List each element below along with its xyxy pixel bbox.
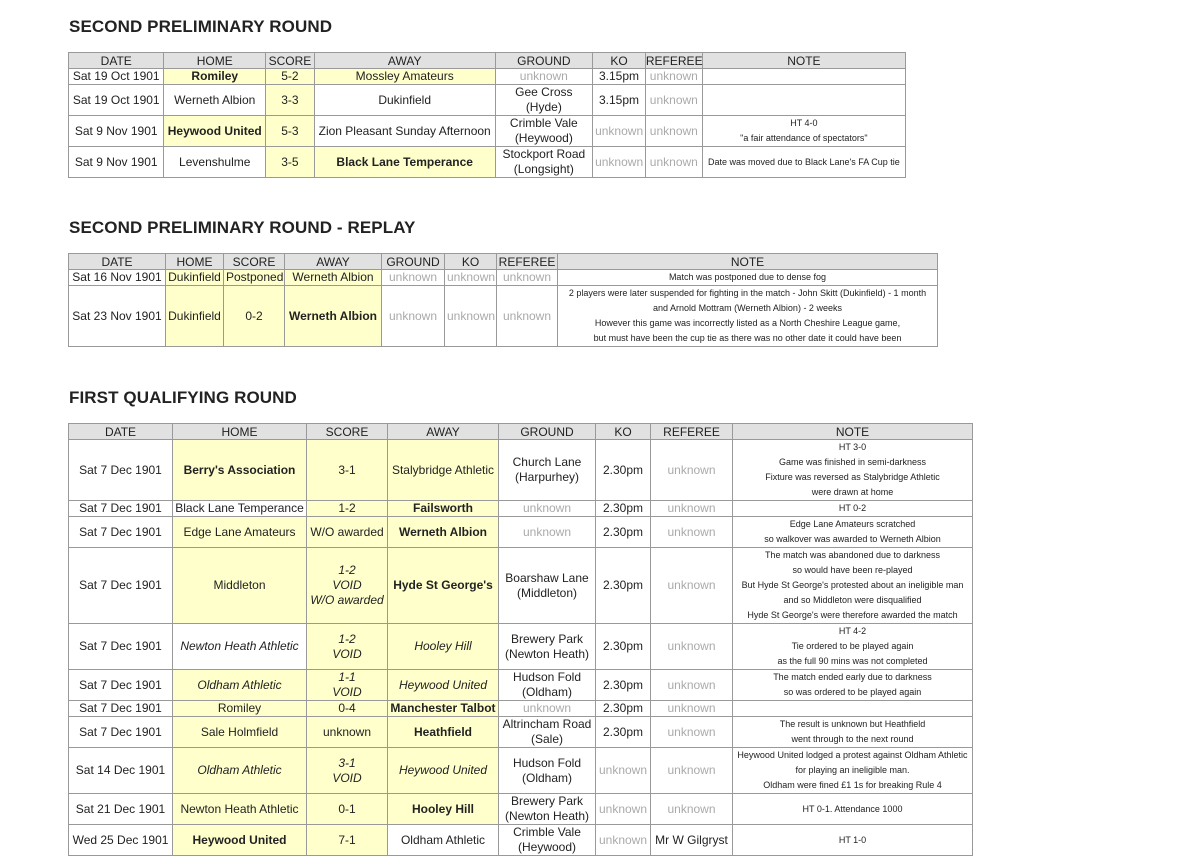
date-cell: Sat 14 Dec 1901: [69, 748, 173, 794]
ground-cell-line: (Oldham): [521, 685, 572, 699]
ground-cell-line: Stockport Road: [502, 147, 586, 161]
ground-cell: [499, 670, 596, 701]
away-team-cell: Heywood United: [388, 748, 499, 794]
referee-cell: unknown: [645, 147, 702, 178]
score-cell-line: VOID: [332, 770, 362, 785]
kickoff-cell: 2.30pm: [596, 624, 651, 670]
column-header-note: NOTE: [702, 53, 905, 69]
column-header-away: AWAY: [314, 53, 495, 69]
score-cell-line: 1-1: [338, 670, 356, 684]
referee-cell: Mr W Gilgryst: [651, 825, 733, 856]
column-header-away: AWAY: [285, 254, 382, 270]
note-cell-line: Fixture was reversed as Stalybridge Athletic: [765, 472, 940, 482]
note-cell: [733, 501, 973, 517]
column-header-date: DATE: [69, 53, 164, 69]
score-cell: Postponed: [224, 270, 285, 286]
ground-cell: [499, 501, 596, 517]
score-cell: [307, 624, 388, 670]
ground-cell-line: (Middleton): [516, 585, 578, 600]
kickoff-cell: unknown: [596, 794, 651, 825]
column-header-referee: REFEREE: [651, 424, 733, 440]
note-cell: [702, 85, 905, 116]
ground-cell-line: Altrincham Road: [502, 717, 592, 731]
date-cell: Sat 19 Oct 1901: [69, 85, 164, 116]
ground-cell-line: unknown: [519, 69, 568, 83]
ground-cell-line: (Oldham): [521, 770, 572, 785]
column-header-ground: GROUND: [382, 254, 445, 270]
referee-cell: unknown: [651, 440, 733, 501]
ground-cell: [499, 825, 596, 856]
date-cell: Sat 23 Nov 1901: [69, 286, 166, 347]
referee-cell: unknown: [651, 670, 733, 701]
note-cell: [733, 717, 973, 748]
note-cell-line: The match ended early due to darkness: [773, 672, 932, 682]
ground-cell-line: (Heywood): [514, 131, 573, 145]
away-team-cell: Zion Pleasant Sunday Afternoon: [314, 116, 495, 147]
section-title-second-preliminary-round-replay: SECOND PRELIMINARY ROUND - REPLAY: [69, 218, 416, 237]
column-header-note: NOTE: [733, 424, 973, 440]
note-cell-line: HT 3-0: [838, 442, 867, 452]
column-header-ground: GROUND: [499, 424, 596, 440]
date-cell: Sat 21 Dec 1901: [69, 794, 173, 825]
note-cell-line: as the full 90 mins was not completed: [777, 656, 928, 666]
note-cell-line: HT 0-2: [838, 503, 867, 513]
away-team-cell: Heathfield: [388, 717, 499, 748]
ground-cell: [495, 147, 593, 178]
home-team-cell: Romiley: [164, 69, 266, 85]
note-cell-line: 2 players were later suspended for fighting in the match - John Skitt (Dukinfield) - 1 month: [568, 288, 927, 298]
ground-cell: [499, 624, 596, 670]
score-cell-line: VOID: [332, 685, 362, 699]
date-cell: Sat 7 Dec 1901: [69, 624, 173, 670]
ground-cell-line: unknown: [522, 701, 572, 715]
score-cell-line: 3-1: [338, 755, 356, 770]
ground-cell-line: (Longsight): [513, 162, 574, 176]
score-cell: [307, 794, 388, 825]
referee-cell: unknown: [651, 501, 733, 517]
ground-cell-line: Crimble Vale: [509, 116, 578, 130]
kickoff-cell: unknown: [445, 270, 497, 286]
ground-cell-line: Boarshaw Lane: [505, 570, 589, 585]
referee-cell: unknown: [645, 85, 702, 116]
referee-cell: unknown: [645, 116, 702, 147]
away-team-cell: Dukinfield: [314, 85, 495, 116]
table-row: [69, 501, 973, 517]
date-cell: Sat 7 Dec 1901: [69, 701, 173, 717]
note-cell: [733, 794, 973, 825]
date-cell: Sat 7 Dec 1901: [69, 440, 173, 501]
ground-cell: [499, 717, 596, 748]
home-team-cell: Heywood United: [164, 116, 266, 147]
date-cell: Sat 7 Dec 1901: [69, 501, 173, 517]
referee-cell: unknown: [645, 69, 702, 85]
home-team-cell: Edge Lane Amateurs: [173, 517, 307, 548]
column-header-date: DATE: [69, 424, 173, 440]
score-cell: 0-2: [224, 286, 285, 347]
date-cell: Wed 25 Dec 1901: [69, 825, 173, 856]
note-cell-line: HT 4-2: [838, 626, 867, 636]
note-cell-line: "a fair attendance of spectators": [740, 133, 868, 143]
note-cell: [733, 748, 973, 794]
score-cell-line: 1-2: [338, 631, 356, 646]
ground-cell-line: (Newton Heath): [504, 809, 590, 823]
score-cell: 5-2: [266, 69, 315, 85]
ground-cell: unknown: [382, 286, 445, 347]
referee-cell: unknown: [651, 517, 733, 548]
date-cell: Sat 7 Dec 1901: [69, 548, 173, 624]
referee-cell: unknown: [651, 748, 733, 794]
ground-cell-line: Hudson Fold: [512, 670, 582, 684]
ground-cell: [495, 116, 593, 147]
home-team-cell: Dukinfield: [166, 270, 224, 286]
score-cell: [307, 501, 388, 517]
date-cell: Sat 7 Dec 1901: [69, 717, 173, 748]
column-header-score: SCORE: [224, 254, 285, 270]
note-cell: [733, 825, 973, 856]
table-row: [69, 548, 973, 624]
score-cell-line: 0-1: [338, 801, 356, 816]
away-team-cell: Black Lane Temperance: [314, 147, 495, 178]
ground-cell-line: (Heywood): [517, 840, 577, 854]
referee-cell: unknown: [651, 548, 733, 624]
date-cell: Sat 19 Oct 1901: [69, 69, 164, 85]
score-cell: [307, 717, 388, 748]
score-cell-line: W/O awarded: [310, 593, 384, 607]
note-cell-line: went through to the next round: [791, 734, 914, 744]
column-header-referee: REFEREE: [497, 254, 558, 270]
home-team-cell: Werneth Albion: [164, 85, 266, 116]
ground-cell: [499, 517, 596, 548]
away-team-cell: Hooley Hill: [388, 624, 499, 670]
note-cell: [702, 69, 905, 85]
away-team-cell: Hyde St George's: [388, 548, 499, 624]
ground-cell-line: (Hyde): [525, 100, 562, 114]
home-team-cell: Heywood United: [173, 825, 307, 856]
kickoff-cell: 2.30pm: [596, 717, 651, 748]
date-cell: Sat 9 Nov 1901: [69, 116, 164, 147]
table-row: [69, 717, 973, 748]
note-cell-line: Match was postponed due to dense fog: [668, 272, 827, 282]
table-row: [69, 69, 906, 85]
away-team-cell: Hooley Hill: [388, 794, 499, 825]
note-cell-line: so walkover was awarded to Werneth Albion: [764, 534, 941, 544]
table-row: [69, 825, 973, 856]
ground-cell: [495, 85, 593, 116]
score-cell: [307, 825, 388, 856]
column-header-score: SCORE: [266, 53, 315, 69]
first-qualifying-round-table: [68, 423, 973, 856]
score-cell-line: 1-2: [338, 563, 356, 577]
note-cell-line: Edge Lane Amateurs scratched: [789, 519, 916, 529]
note-cell-line: The match was abandoned due to darkness: [764, 550, 941, 560]
score-cell-line: 0-4: [338, 701, 356, 715]
ground-cell: [499, 701, 596, 717]
date-cell: Sat 7 Dec 1901: [69, 670, 173, 701]
score-cell-line: VOID: [332, 646, 362, 661]
referee-cell: unknown: [651, 717, 733, 748]
date-cell: Sat 9 Nov 1901: [69, 147, 164, 178]
table-row: [69, 517, 973, 548]
away-team-cell: Werneth Albion: [285, 286, 382, 347]
second-preliminary-round-replay-table: [68, 253, 938, 347]
kickoff-cell: 2.30pm: [596, 701, 651, 717]
ground-cell-line: Gee Cross: [515, 85, 573, 99]
kickoff-cell: 3.15pm: [593, 85, 646, 116]
score-cell: [307, 548, 388, 624]
note-cell: [733, 701, 973, 717]
note-cell-line: Date was moved due to Black Lane's FA Cup tie: [707, 156, 900, 167]
section-title-first-qualifying-round: FIRST QUALIFYING ROUND: [69, 388, 297, 407]
home-team-cell: Romiley: [173, 701, 307, 717]
score-cell: [307, 670, 388, 701]
note-cell-line: HT 1-0: [838, 834, 867, 845]
score-cell-line: VOID: [332, 578, 362, 592]
kickoff-cell: 2.30pm: [596, 670, 651, 701]
referee-cell: unknown: [497, 270, 558, 286]
score-cell-line: unknown: [322, 724, 372, 739]
home-team-cell: Sale Holmfield: [173, 717, 307, 748]
away-team-cell: Mossley Amateurs: [314, 69, 495, 85]
kickoff-cell: 2.30pm: [596, 517, 651, 548]
table-row: [69, 147, 906, 178]
note-cell-line: so was ordered to be played again: [783, 687, 922, 697]
kickoff-cell: 2.30pm: [596, 440, 651, 501]
note-cell-line: HT 4-0: [790, 118, 818, 128]
ground-cell-line: (Sale): [530, 732, 563, 746]
referee-cell: unknown: [651, 794, 733, 825]
home-team-cell: Oldham Athletic: [173, 670, 307, 701]
kickoff-cell: unknown: [445, 286, 497, 347]
score-cell-line: 7-1: [338, 832, 356, 847]
kickoff-cell: unknown: [593, 147, 646, 178]
note-cell-line: But Hyde St George's protested about an ineligible man: [741, 580, 964, 590]
ground-cell: [499, 440, 596, 501]
note-cell-line: HT 0-1. Attendance 1000: [802, 803, 903, 814]
table-header-row: [69, 424, 973, 440]
note-cell: [733, 548, 973, 624]
table-row: [69, 440, 973, 501]
score-cell: [307, 701, 388, 717]
score-cell-line: W/O awarded: [310, 524, 384, 539]
note-cell: [702, 147, 905, 178]
note-cell: [733, 670, 973, 701]
column-header-home: HOME: [166, 254, 224, 270]
ground-cell-line: Church Lane: [512, 455, 582, 469]
column-header-away: AWAY: [388, 424, 499, 440]
kickoff-cell: unknown: [596, 825, 651, 856]
note-cell-line: Hyde St George's were therefore awarded the match: [747, 610, 958, 620]
away-team-cell: Heywood United: [388, 670, 499, 701]
away-team-cell: Oldham Athletic: [388, 825, 499, 856]
ground-cell-line: (Newton Heath): [504, 646, 590, 661]
home-team-cell: Oldham Athletic: [173, 748, 307, 794]
note-cell-line: However this game was incorrectly listed as a North Cheshire League game,: [594, 318, 901, 328]
column-header-home: HOME: [173, 424, 307, 440]
score-cell: 5-3: [266, 116, 315, 147]
note-cell-line: and so Middleton were disqualified: [783, 595, 922, 605]
ground-cell-line: Crimble Vale: [513, 825, 581, 839]
table-row: [69, 670, 973, 701]
table-header-row: [69, 53, 906, 69]
table-row: [69, 624, 973, 670]
home-team-cell: Black Lane Temperance: [173, 501, 307, 517]
note-cell-line: and Arnold Mottram (Werneth Albion) - 2 weeks: [653, 303, 842, 313]
note-cell: [733, 440, 973, 501]
table-row: [69, 270, 938, 286]
kickoff-cell: 3.15pm: [593, 69, 646, 85]
referee-cell: unknown: [651, 624, 733, 670]
home-team-cell: Dukinfield: [166, 286, 224, 347]
away-team-cell: Werneth Albion: [388, 517, 499, 548]
ground-cell: unknown: [382, 270, 445, 286]
ground-cell-line: Brewery Park: [510, 631, 584, 646]
column-header-note: NOTE: [558, 254, 938, 270]
home-team-cell: Middleton: [173, 548, 307, 624]
note-cell-line: but must have been the cup tie as there was no other date it could have been: [593, 333, 902, 343]
away-team-cell: Werneth Albion: [285, 270, 382, 286]
date-cell: Sat 7 Dec 1901: [69, 517, 173, 548]
note-cell-line: for playing an ineligible man.: [795, 765, 910, 775]
kickoff-cell: unknown: [593, 116, 646, 147]
column-header-home: HOME: [164, 53, 266, 69]
note-cell-line: so would have been re-played: [792, 565, 913, 575]
ground-cell-line: unknown: [522, 501, 572, 515]
table-row: [69, 748, 973, 794]
score-cell-line: 1-2: [338, 501, 356, 515]
note-cell-line: Tie ordered to be played again: [791, 641, 914, 651]
score-cell: [307, 440, 388, 501]
home-team-cell: Newton Heath Athletic: [173, 794, 307, 825]
kickoff-cell: 2.30pm: [596, 548, 651, 624]
home-team-cell: Newton Heath Athletic: [173, 624, 307, 670]
score-cell: 3-5: [266, 147, 315, 178]
table-row: [69, 701, 973, 717]
ground-cell: [495, 69, 593, 85]
column-header-ko: KO: [596, 424, 651, 440]
note-cell: [558, 270, 938, 286]
column-header-date: DATE: [69, 254, 166, 270]
ground-cell-line: Hudson Fold: [512, 755, 582, 770]
column-header-ko: KO: [445, 254, 497, 270]
column-header-referee: REFEREE: [645, 53, 703, 68]
table-row: [69, 286, 938, 347]
ground-cell: [499, 548, 596, 624]
note-cell: [733, 624, 973, 670]
table-row: [69, 85, 906, 116]
second-preliminary-round-table: [68, 52, 906, 178]
note-cell: [702, 116, 905, 147]
home-team-cell: Berry's Association: [173, 440, 307, 501]
note-cell-line: The result is unknown but Heathfield: [779, 719, 926, 729]
table-header-row: [69, 254, 938, 270]
ground-cell-line: unknown: [522, 524, 572, 539]
away-team-cell: Failsworth: [388, 501, 499, 517]
score-cell: [307, 517, 388, 548]
table-row: [69, 116, 906, 147]
note-cell: [558, 286, 938, 347]
column-header-ko: KO: [593, 53, 646, 69]
ground-cell-line: (Harpurhey): [514, 470, 580, 484]
note-cell: [733, 517, 973, 548]
note-cell-line: were drawn at home: [811, 487, 894, 497]
note-cell-line: Oldham were fined £1 1s for breaking Rule 4: [763, 780, 942, 790]
score-cell-line: 3-1: [338, 462, 356, 477]
away-team-cell: Stalybridge Athletic: [388, 440, 499, 501]
score-cell: [307, 748, 388, 794]
note-cell-line: Heywood United lodged a protest against Oldham Athletic: [737, 750, 968, 760]
note-cell-line: Game was finished in semi-darkness: [778, 457, 927, 467]
ground-cell-line: Brewery Park: [510, 794, 584, 808]
column-header-score: SCORE: [307, 424, 388, 440]
kickoff-cell: 2.30pm: [596, 501, 651, 517]
column-header-ground: GROUND: [495, 53, 593, 69]
score-cell: 3-3: [266, 85, 315, 116]
referee-cell: unknown: [651, 701, 733, 717]
ground-cell: [499, 748, 596, 794]
away-team-cell: Manchester Talbot: [388, 701, 499, 717]
home-team-cell: Levenshulme: [164, 147, 266, 178]
table-row: [69, 794, 973, 825]
ground-cell: [499, 794, 596, 825]
kickoff-cell: unknown: [596, 748, 651, 794]
section-title-second-preliminary-round: SECOND PRELIMINARY ROUND: [69, 17, 333, 36]
date-cell: Sat 16 Nov 1901: [69, 270, 166, 286]
referee-cell: unknown: [497, 286, 558, 347]
